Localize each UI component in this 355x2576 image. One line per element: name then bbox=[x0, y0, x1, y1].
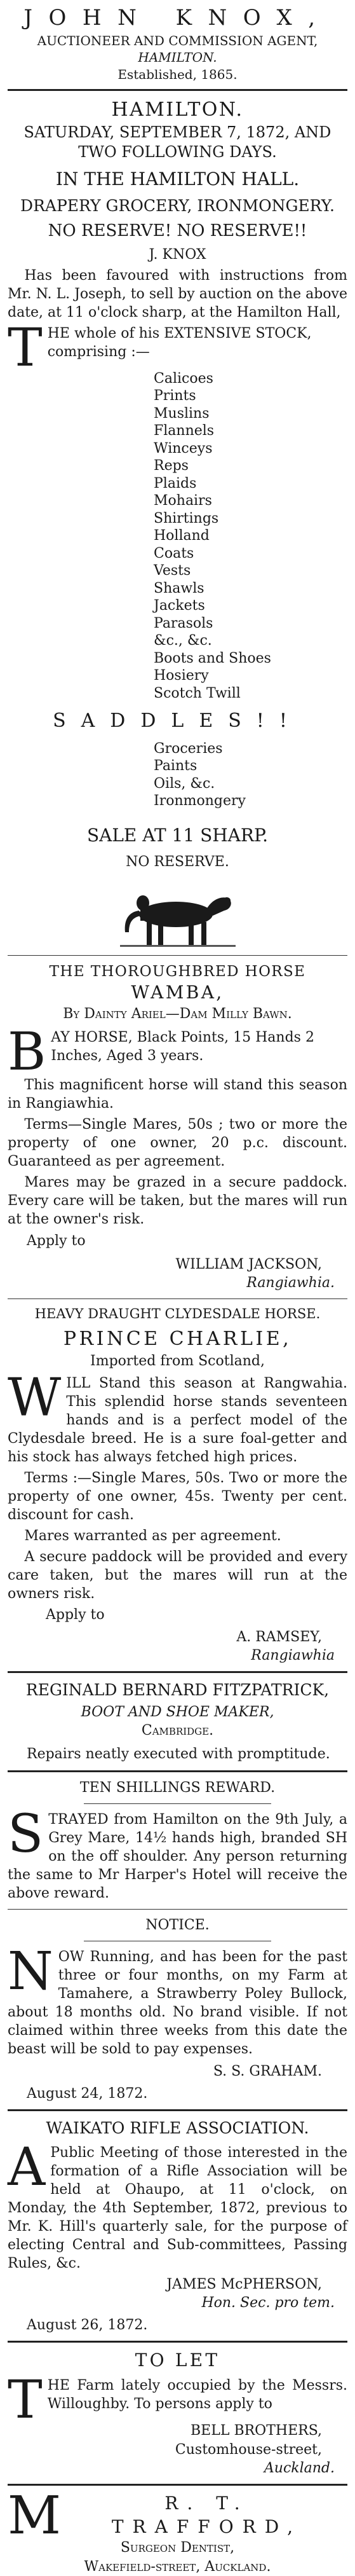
rifle-body bbox=[8, 2137, 347, 2273]
rifle-advert bbox=[8, 2118, 347, 2334]
wamba-dropcap: B bbox=[8, 1022, 46, 1083]
trafford-dropcap: M bbox=[8, 2485, 61, 2546]
stock-list-drapery bbox=[154, 370, 347, 703]
saddles-heading: SADDLES!! bbox=[53, 710, 302, 733]
stock-item: Flannels bbox=[154, 423, 215, 439]
sale-time: SALE AT 11 SHARP. bbox=[86, 824, 269, 846]
stock-line-1: HE whole of his EXTENSIVE STOCK, bbox=[47, 326, 312, 342]
wamba-apply: Apply to bbox=[27, 1232, 86, 1249]
wamba-agent: WILLIAM JACKSON, bbox=[175, 1256, 322, 1272]
divider bbox=[8, 1671, 347, 1673]
fitz-name: REGINALD BERNARD FITZPATRICK, bbox=[25, 1681, 330, 1700]
fitzpatrick-advert bbox=[8, 1679, 347, 1763]
charlie-advert bbox=[8, 1305, 347, 1665]
tolet-agent: BELL BROTHERS, bbox=[191, 2423, 322, 2439]
divider bbox=[8, 955, 347, 956]
wamba-title: THE THOROUGHBRED HORSE bbox=[49, 963, 306, 980]
notice-advert bbox=[8, 1916, 347, 2103]
stock-item: Holland bbox=[154, 528, 210, 544]
trafford-address: Wakefield-street, Auckland. bbox=[84, 2558, 271, 2575]
trafford-name: R. T. TRAFFORD, bbox=[111, 2492, 302, 2537]
stock-item: Hosiery bbox=[154, 668, 209, 684]
stock-item: Scotch Twill bbox=[154, 685, 241, 701]
stock-line-2: comprising :— bbox=[47, 344, 150, 361]
trafford-advert bbox=[8, 2485, 347, 2576]
divider bbox=[8, 1909, 347, 1910]
wamba-desc: AY HORSE, Black Points, 15 Hands 2 Inches, Aged 3 years. bbox=[51, 1030, 314, 1064]
wamba-desc-block bbox=[8, 1022, 347, 1083]
charlie-title: HEAVY DRAUGHT CLYDESDALE HORSE. bbox=[34, 1305, 321, 1321]
charlie-apply: Apply to bbox=[46, 1607, 105, 1623]
stock-item: Prints bbox=[154, 388, 196, 404]
stock-item: Ironmongery bbox=[154, 793, 246, 809]
auctioneer-place: HAMILTON. bbox=[138, 50, 217, 65]
divider bbox=[84, 1803, 271, 1804]
stock-item: Oils, &c. bbox=[154, 775, 215, 792]
stock-dropcap: T bbox=[8, 318, 43, 379]
divider bbox=[8, 2341, 347, 2343]
stock-item: Plaids bbox=[154, 475, 197, 492]
wamba-name: WAMBA, bbox=[131, 982, 224, 1003]
charlie-import: Imported from Scotland, bbox=[90, 1353, 265, 1369]
fitz-note: Repairs neatly executed with promptitude. bbox=[27, 1746, 330, 1763]
wamba-p3: Mares may be grazed in a secure paddock. Every care will be taken, but the mares will run at the owner's risk. bbox=[8, 1174, 347, 1228]
rifle-dropcap: A bbox=[8, 2137, 46, 2198]
rifle-signer: JAMES McPHERSON, bbox=[166, 2276, 322, 2293]
sale-venue: IN THE HAMILTON HALL. bbox=[55, 168, 300, 189]
wamba-agent-place: Rangiawhia. bbox=[246, 1274, 335, 1291]
tolet-advert bbox=[8, 2349, 347, 2477]
wamba-pedigree: By Dainty Ariel—Dam Milly Bawn. bbox=[63, 1006, 292, 1022]
reward-dropcap: S bbox=[8, 1803, 44, 1864]
auctioneer-subtitle: AUCTIONEER AND COMMISSION AGENT, bbox=[37, 32, 318, 48]
tolet-dropcap: T bbox=[8, 2370, 43, 2431]
horse-illustration bbox=[117, 890, 238, 949]
reward-advert bbox=[8, 1779, 347, 1903]
auctioneer-name: JOHN KNOX, bbox=[23, 5, 332, 31]
tolet-text: HE Farm lately occupied by the Messrs. Willoughby. To persons apply to bbox=[47, 2378, 347, 2413]
reward-title: TEN SHILLINGS REWARD. bbox=[79, 1779, 276, 1796]
stock-item: &c., &c. bbox=[154, 633, 212, 649]
charlie-agent: A. RAMSEY, bbox=[236, 1629, 322, 1646]
notice-signer: S. S. GRAHAM. bbox=[213, 2063, 322, 2079]
wamba-p1: This magnificent horse will stand this season in Rangiawhia. bbox=[8, 1077, 347, 1112]
established-line: Established, 1865. bbox=[117, 66, 238, 82]
stock-list-grocery bbox=[154, 740, 347, 810]
stock-item: Shawls bbox=[154, 580, 204, 596]
divider bbox=[8, 89, 347, 91]
stock-item: Coats bbox=[154, 545, 194, 561]
tolet-city: Auckland. bbox=[264, 2460, 335, 2476]
trafford-role: Surgeon Dentist, bbox=[120, 2540, 235, 2556]
sale-date-line: SATURDAY, SEPTEMBER 7, 1872, AND TWO FOLLOWING DAYS. bbox=[23, 123, 332, 162]
charlie-dropcap: W bbox=[8, 1367, 62, 1428]
tolet-title: TO LET bbox=[135, 2350, 220, 2371]
reward-body bbox=[8, 1803, 347, 1903]
sale-town: HAMILTON. bbox=[111, 99, 244, 121]
divider bbox=[8, 1298, 347, 1299]
charlie-agent-place: Rangiawhia bbox=[251, 1648, 335, 1664]
charlie-p2: Terms :—Single Mares, 50s. Two or more the property of one owner, 45s. Twenty per cent. discount for cash. bbox=[8, 1470, 347, 1524]
divider bbox=[8, 1770, 347, 1772]
stock-item: Calicoes bbox=[154, 370, 213, 387]
stock-item: Reps bbox=[154, 458, 189, 474]
rifle-date: August 26, 1872. bbox=[27, 2317, 148, 2334]
charlie-p3: Mares warranted as per agreement. bbox=[24, 1528, 281, 1545]
trafford-block bbox=[8, 2485, 347, 2576]
sale-no-reserve-end: NO RESERVE. bbox=[126, 853, 229, 870]
charlie-p4: A secure paddock will be provided and every care taken, but the mares will run at the owners risk. bbox=[8, 1549, 347, 1602]
notice-dropcap: N bbox=[8, 1941, 53, 2002]
sale-advert bbox=[8, 97, 347, 871]
rifle-title: WAIKATO RIFLE ASSOCIATION. bbox=[46, 2118, 309, 2137]
stock-item: Winceys bbox=[154, 440, 213, 457]
stock-item: Mohairs bbox=[154, 493, 212, 509]
stock-item: Shirtings bbox=[154, 510, 219, 527]
charlie-p1: ILL Stand this season at Rangwahia. This splendid horse stands seventeen hands and is a perfect model of the Clydesdale breed. He is a sure foal-getter and his stock has always fetched high prices. bbox=[8, 1375, 347, 1466]
rifle-role: Hon. Sec. pro tem. bbox=[201, 2295, 335, 2311]
notice-text: OW Running, and has been for the past three or four months, on my Farm at Tamahere, a Strawberry Poley Bullock, about 18 months old. No brand visible. If not claimed within three weeks from this date the beast will be sold to pay expenses. bbox=[8, 1948, 347, 2057]
stock-item: Jackets bbox=[154, 598, 205, 614]
sale-auctioneer: J. KNOX bbox=[149, 247, 206, 263]
charlie-body bbox=[8, 1367, 347, 1466]
sale-goods: DRAPERY GROCERY, IRONMONGERY. bbox=[20, 196, 335, 215]
wamba-advert bbox=[8, 962, 347, 1292]
fitz-place: Cambridge. bbox=[141, 1723, 214, 1739]
stock-item: Vests bbox=[154, 563, 191, 579]
divider bbox=[8, 2109, 347, 2111]
sale-intro: Has been favoured with instructions from Mr. N. L. Joseph, to sell by auction on the above date, at 11 o'clock sharp, at the Hamilton Hall, bbox=[8, 268, 347, 321]
stock-item: Muslins bbox=[154, 405, 210, 422]
stock-item: Parasols bbox=[154, 615, 213, 631]
stock-item: Boots and Shoes bbox=[154, 650, 271, 666]
tolet-street: Customhouse-street, bbox=[175, 2441, 322, 2458]
wamba-p2: Terms—Single Mares, 50s ; two or more the property of one owner, 20 p.c. discount. Guaranteed as per agreement. bbox=[8, 1117, 347, 1170]
charlie-name: PRINCE CHARLIE, bbox=[63, 1328, 292, 1351]
rifle-text: Public Meeting of those interested in the formation of a Rifle Association will be held at Ohaupo, at 11 o'clock, on Monday, the 4th September, 1872, previous to Mr. K. Hill's quarterly sale, for the purpose of electing Central and Sub-committees, Passing Rules, &c. bbox=[8, 2144, 347, 2272]
sale-no-reserve: NO RESERVE! NO RESERVE!! bbox=[48, 221, 307, 240]
fitz-trade: BOOT AND SHOE MAKER, bbox=[81, 1704, 274, 1721]
reward-text: TRAYED from Hamilton on the 9th July, a Grey Mare, 14½ hands high, branded SH on the off shoulder. Any person returning the same to Mr Harper's Hotel will receive the above reward. bbox=[8, 1811, 347, 1901]
knox-header bbox=[8, 4, 347, 83]
stock-item: Paints bbox=[154, 758, 198, 775]
notice-date: August 24, 1872. bbox=[27, 2085, 148, 2102]
notice-body bbox=[8, 1941, 347, 2058]
notice-title: NOTICE. bbox=[145, 1917, 210, 1933]
stock-item: Groceries bbox=[154, 740, 223, 757]
